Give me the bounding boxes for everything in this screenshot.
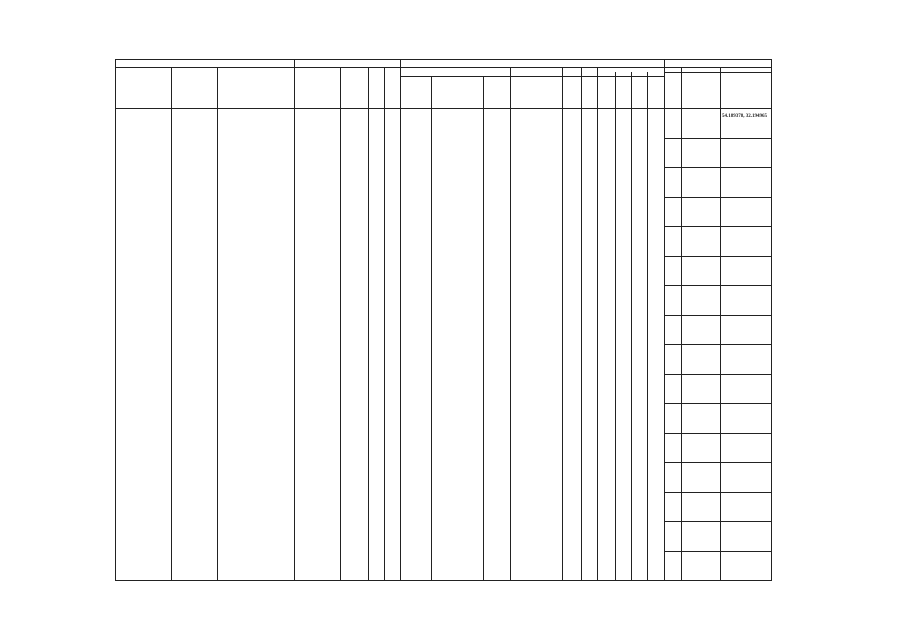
row-separator — [664, 167, 771, 168]
col-line — [720, 67, 721, 580]
site-address — [683, 289, 719, 313]
row-separator — [664, 580, 771, 581]
site-type — [666, 230, 680, 250]
row-separator — [664, 315, 771, 316]
site-coordinates: 54.189378, 32.194965 — [722, 114, 767, 119]
site-address — [683, 319, 719, 343]
site-type — [666, 496, 680, 516]
header-row-line — [116, 67, 771, 68]
site-type — [666, 142, 680, 162]
site-address — [683, 437, 719, 461]
col-line — [400, 60, 401, 580]
col-line — [631, 72, 632, 580]
site-type — [666, 289, 680, 309]
row-separator — [664, 285, 771, 286]
row-separator — [664, 521, 771, 522]
site-address — [683, 171, 719, 195]
site-type — [666, 260, 680, 280]
site-address — [683, 525, 719, 549]
row-separator — [664, 403, 771, 404]
site-address — [683, 260, 719, 284]
site-type — [666, 584, 680, 604]
col-line — [340, 67, 341, 580]
row-separator — [664, 492, 771, 493]
site-address — [683, 555, 719, 579]
row-separator — [664, 344, 771, 345]
site-type — [666, 112, 680, 132]
site-type — [666, 555, 680, 575]
site-address — [683, 230, 719, 254]
col-line — [647, 72, 648, 580]
site-address — [683, 348, 719, 372]
col-line — [217, 67, 218, 580]
row-separator — [664, 138, 771, 139]
col-line — [368, 67, 369, 580]
col-line — [171, 67, 172, 580]
site-address — [683, 201, 719, 225]
row-separator — [664, 374, 771, 375]
site-address — [683, 112, 719, 136]
site-address — [683, 466, 719, 490]
site-type — [666, 319, 680, 339]
site-address — [683, 584, 719, 608]
col-line — [294, 60, 295, 580]
col-line — [384, 67, 385, 580]
site-type — [666, 201, 680, 221]
col-line — [431, 76, 432, 580]
site-type — [666, 378, 680, 398]
site-address — [683, 142, 719, 166]
col-line — [562, 67, 563, 580]
header-row-line — [400, 76, 664, 77]
site-type — [666, 466, 680, 486]
site-type — [666, 348, 680, 368]
site-type — [666, 437, 680, 457]
row-separator — [664, 462, 771, 463]
col-line — [483, 76, 484, 580]
row-separator — [664, 256, 771, 257]
registry-table — [115, 59, 772, 581]
col-line — [615, 72, 616, 580]
col-line — [597, 67, 598, 580]
header-bottom-line — [116, 108, 771, 109]
site-address — [683, 378, 719, 402]
site-address — [683, 407, 719, 431]
row-separator — [664, 433, 771, 434]
row-separator — [664, 226, 771, 227]
site-type — [666, 407, 680, 427]
site-address — [683, 496, 719, 520]
site-type — [666, 171, 680, 191]
col-line — [510, 67, 511, 580]
col-line — [581, 67, 582, 580]
site-type — [666, 525, 680, 545]
row-separator — [664, 197, 771, 198]
row-separator — [664, 551, 771, 552]
col-line — [681, 67, 682, 580]
